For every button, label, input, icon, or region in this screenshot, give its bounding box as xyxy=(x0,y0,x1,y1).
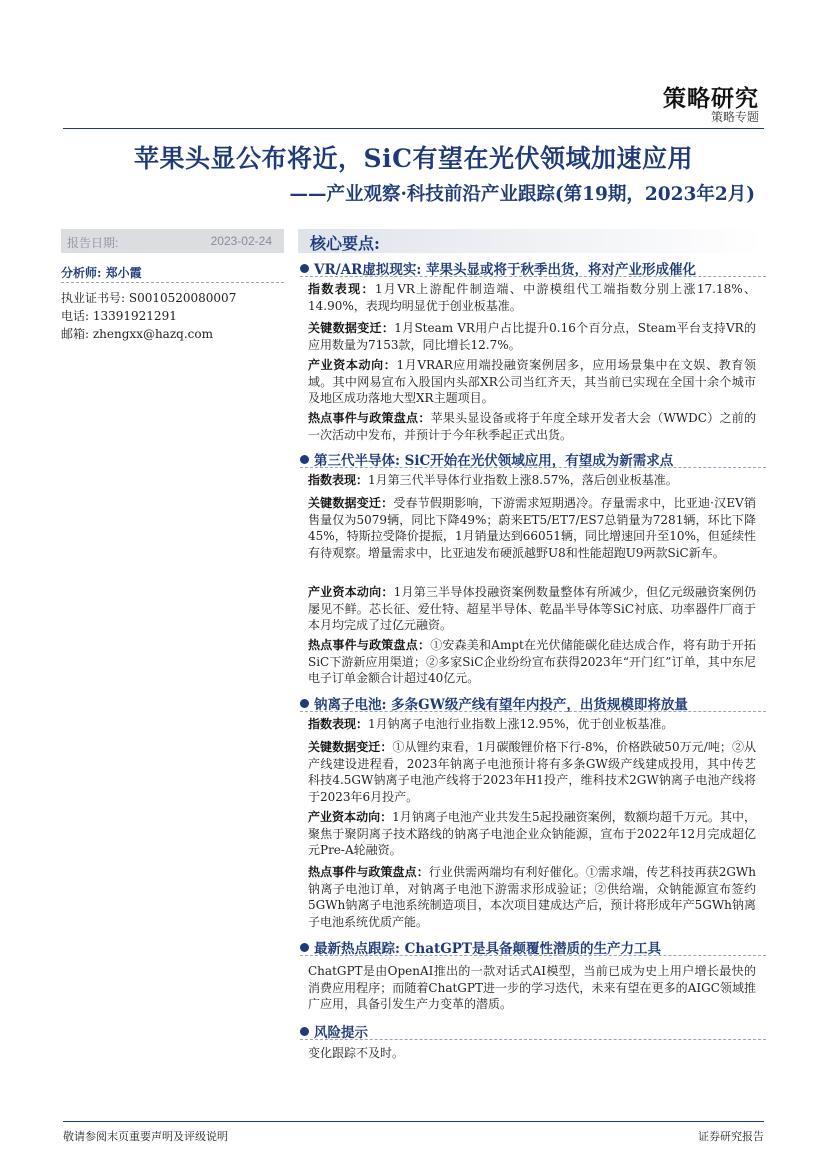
paragraph xyxy=(308,357,756,407)
footer-disclaimer: 敬请参阅末页重要声明及评级说明 xyxy=(63,1130,228,1143)
paragraph xyxy=(308,864,756,930)
key-points-label: 核心要点: xyxy=(310,234,380,253)
para-lead: 热点事件与政策盘点： xyxy=(308,865,429,879)
bullet-icon xyxy=(300,943,309,952)
section-heading-risk xyxy=(300,1021,368,1041)
paragraph xyxy=(308,637,756,687)
para-text: 1月VR上游配件制造端、中游模组代工端指数分别上涨17.18%、14.90%，表现均明显优于创业板基准。 xyxy=(308,282,756,313)
paragraph xyxy=(308,584,756,634)
paragraph xyxy=(308,716,756,733)
para-text: 1月钠离子电池行业指数上涨12.95%，优于创业板基准。 xyxy=(368,717,674,731)
section-heading-chatgpt xyxy=(300,937,661,957)
analyst-name: 分析师: 郑小霞 xyxy=(61,266,142,280)
paragraph xyxy=(308,495,756,561)
para-lead: 产业资本动向： xyxy=(308,358,397,372)
para-text: 变化跟踪不及时。 xyxy=(308,1046,405,1060)
analyst-divider xyxy=(61,282,284,283)
report-subcategory: 策略专题 xyxy=(710,110,759,124)
para-lead: 产业资本动向： xyxy=(308,810,393,824)
para-text: 1月第三代半导体行业指数上涨8.57%，落后创业板基准。 xyxy=(368,473,678,487)
section-divider xyxy=(300,276,766,277)
para-lead: 关键数据变迁： xyxy=(308,321,395,335)
report-date-bar xyxy=(61,229,284,253)
section-heading-text: VR/AR虚拟现实: 苹果头显或将于秋季出货，将对产业形成催化 xyxy=(314,262,697,278)
para-lead: 关键数据变迁： xyxy=(308,740,393,754)
report-date-label: 报告日期: xyxy=(67,236,119,250)
bullet-icon xyxy=(300,264,309,273)
section-heading-sodium xyxy=(300,693,688,713)
section-heading-text: 钠离子电池: 多条GW级产线有望年内投产，出货规模即将放量 xyxy=(314,697,688,713)
para-lead: 指数表现： xyxy=(308,282,375,296)
email-address: 邮箱: zhengxx@hazq.com xyxy=(61,327,213,341)
para-text: 1月钠离子电池产业共发生5起投融资案例，数额均超千万元。其中，聚焦于聚阴离子技术路线的钠离子电池企业众钠能源，宣布于2022年12月完成超亿元Pre-A轮融资。 xyxy=(308,810,756,858)
bullet-icon xyxy=(300,699,309,708)
para-lead: 产业资本动向： xyxy=(308,585,394,599)
para-text: 1月Steam VR用户占比提升0.16个百分点，Steam平台支持VR的应用数量为7153款，同比增长12.7%。 xyxy=(308,321,756,352)
section-divider xyxy=(300,467,766,468)
section-heading-text: 最新热点跟踪: ChatGPT是具备颠覆性潜质的生产力工具 xyxy=(314,941,661,957)
para-text: 受春节假期影响，下游需求短期遇冷。存量需求中，比亚迪·汉EV销售量仅为5079辆，同比下降49%；蔚来ET5/ET7/ES7总销量为7281辆，环比下降45%，特斯拉受降价提振，1月销量达到66051辆，同比增速回升至10%，但延续性有待观察。增量需求中，比亚迪发布硬派越野U8和性能超跑U9两款SiC新车。 xyxy=(308,496,756,560)
paragraph xyxy=(308,320,756,353)
para-text: 行业供需两端均有利好催化。①需求端，传艺科技再获2GWh钠离子电池订单，对钠离子电池下游需求形成验证；②供给端，众钠能源宣布签约5GWh钠离子电池系统制造项目，本次项目建成达产后，预计将形成年产5GWh钠离子电池系统优质产能。 xyxy=(308,865,756,929)
section-heading-text: 风险提示 xyxy=(314,1025,368,1041)
bullet-icon xyxy=(300,455,309,464)
report-date-value: 2023-02-24 xyxy=(210,234,272,248)
section-heading-sic xyxy=(300,449,673,469)
footer-report-type: 证券研究报告 xyxy=(698,1130,764,1143)
para-lead: 指数表现： xyxy=(308,717,369,731)
key-points-bar xyxy=(298,229,764,253)
para-text: 1月VRAR应用端投融资案例居多，应用场景集中在文娱、教育领域。其中网易宣布入股国内头部XR公司当红齐天，其当前已实现在全国十余个城市及地区成功落地大型XR主题项目。 xyxy=(308,358,756,406)
section-heading-text: 第三代半导体: SiC开始在光伏领域应用，有望成为新需求点 xyxy=(314,453,674,469)
para-lead: 指数表现： xyxy=(308,473,369,487)
paragraph xyxy=(308,410,756,443)
section-divider xyxy=(300,1039,766,1040)
section-heading-vr xyxy=(300,258,696,278)
paragraph xyxy=(308,281,756,314)
paragraph xyxy=(308,963,756,1013)
paragraph xyxy=(308,809,756,859)
footer-divider xyxy=(63,1121,764,1122)
para-text: ChatGPT是由OpenAI推出的一款对话式AI模型，当前已成为史上用户增长最快的消费应用程序；而随着ChatGPT进一步的学习迭代，未来有望在更多的AIGC领域推广应用，具备引发生产力变革的潜质。 xyxy=(308,964,756,1012)
section-divider xyxy=(300,711,766,712)
sub-title: ——产业观察·科技前沿产业跟踪(第19期，2023年2月) xyxy=(289,184,755,205)
para-lead: 热点事件与政策盘点： xyxy=(308,638,431,652)
header-divider xyxy=(63,128,764,129)
report-category: 策略研究 xyxy=(663,85,759,112)
para-text: 苹果头显设备或将于年度全球开发者大会（WWDC）之前的一次活动中发布，并预计于今年秋季起正式出货。 xyxy=(308,411,756,442)
phone-number: 电话: 13391921291 xyxy=(61,309,177,323)
paragraph xyxy=(308,472,756,489)
paragraph xyxy=(308,739,756,805)
main-title: 苹果头显公布将近，SiC有望在光伏领域加速应用 xyxy=(134,144,693,173)
paragraph xyxy=(308,1045,756,1062)
para-text: ①安森美和Ampt在光伏储能碳化硅达成合作，将有助于开拓SiC下游新应用渠道；②多家SiC企业纷纷宣布获得2023年“开门红”订单，其中东尼电子订单金额合计超过40亿元。 xyxy=(308,638,756,686)
section-divider xyxy=(300,955,766,956)
para-lead: 关键数据变迁： xyxy=(308,496,394,510)
para-text: ①从锂约束看，1月碳酸锂价格下行-8%，价格跌破50万元/吨；②从产线建设进程看，2023年钠离子电池预计将有多条GW级产线建成投用，其中传艺科技4.5GW钠离子电池产线将于2023年H1投产，维科技术2GW钠离子电池产线将于2023年6月投产。 xyxy=(308,740,756,804)
bullet-icon xyxy=(300,1027,309,1036)
cert-number: 执业证书号: S0010520080007 xyxy=(61,291,237,305)
para-lead: 热点事件与政策盘点： xyxy=(308,411,431,425)
para-text: 1月第三半导体投融资案例数量整体有所减少，但亿元级融资案例仍屡见不鲜。芯长征、爱仕特、超星半导体、乾晶半导体等SiC衬底、功率器件厂商于本月均完成了过亿元融资。 xyxy=(308,585,756,633)
